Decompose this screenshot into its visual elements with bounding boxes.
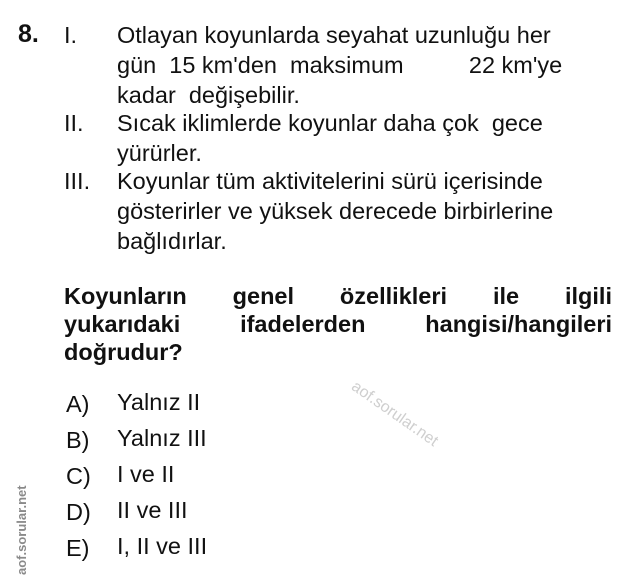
statement-3-line-1: Koyunlar tüm aktivitelerini sürü içerisinde (117, 168, 543, 194)
watermark-diagonal: aof.sorular.net (348, 378, 442, 451)
statement-1-line-1: Otlayan koyunlarda seyahat uzunluğu her (117, 22, 551, 48)
statement-2-line-1: Sıcak iklimlerde koyunlar daha çok gece (117, 110, 543, 136)
question-prompt-line-3: doğrudur? (64, 339, 183, 365)
statement-3-numeral: III. (64, 168, 91, 194)
option-b-text: Yalnız III (117, 425, 207, 451)
option-d-letter: D) (66, 499, 91, 525)
statement-3-line-2: gösterirler ve yüksek derecede birbirlerine (117, 198, 554, 224)
option-a-letter: A) (66, 391, 90, 417)
statement-1-line-3: kadar değişebilir. (117, 82, 300, 108)
statement-3-line-3: bağlıdırlar. (117, 228, 227, 254)
option-b-letter: B) (66, 427, 90, 453)
statement-1-numeral: I. (64, 22, 78, 48)
option-c-text: I ve II (117, 461, 175, 487)
statement-2-numeral: II. (64, 110, 84, 136)
statement-2-line-2: yürürler. (117, 140, 202, 166)
watermark-vertical: aof.sorular.net (14, 485, 29, 575)
option-a-text: Yalnız II (117, 389, 201, 415)
question-prompt-line-1: Koyunların genel özellikleri ile ilgili (64, 283, 612, 309)
question-number: 8. (18, 20, 39, 48)
option-e-text: I, II ve III (117, 533, 208, 559)
option-d-text: II ve III (117, 497, 188, 523)
statement-1-line-2: gün 15 km'den maksimum 22 km'ye (117, 52, 563, 78)
option-e-letter: E) (66, 535, 90, 561)
question-prompt-line-2: yukarıdaki ifadelerden hangisi/hangileri (64, 311, 612, 337)
option-c-letter: C) (66, 463, 91, 489)
